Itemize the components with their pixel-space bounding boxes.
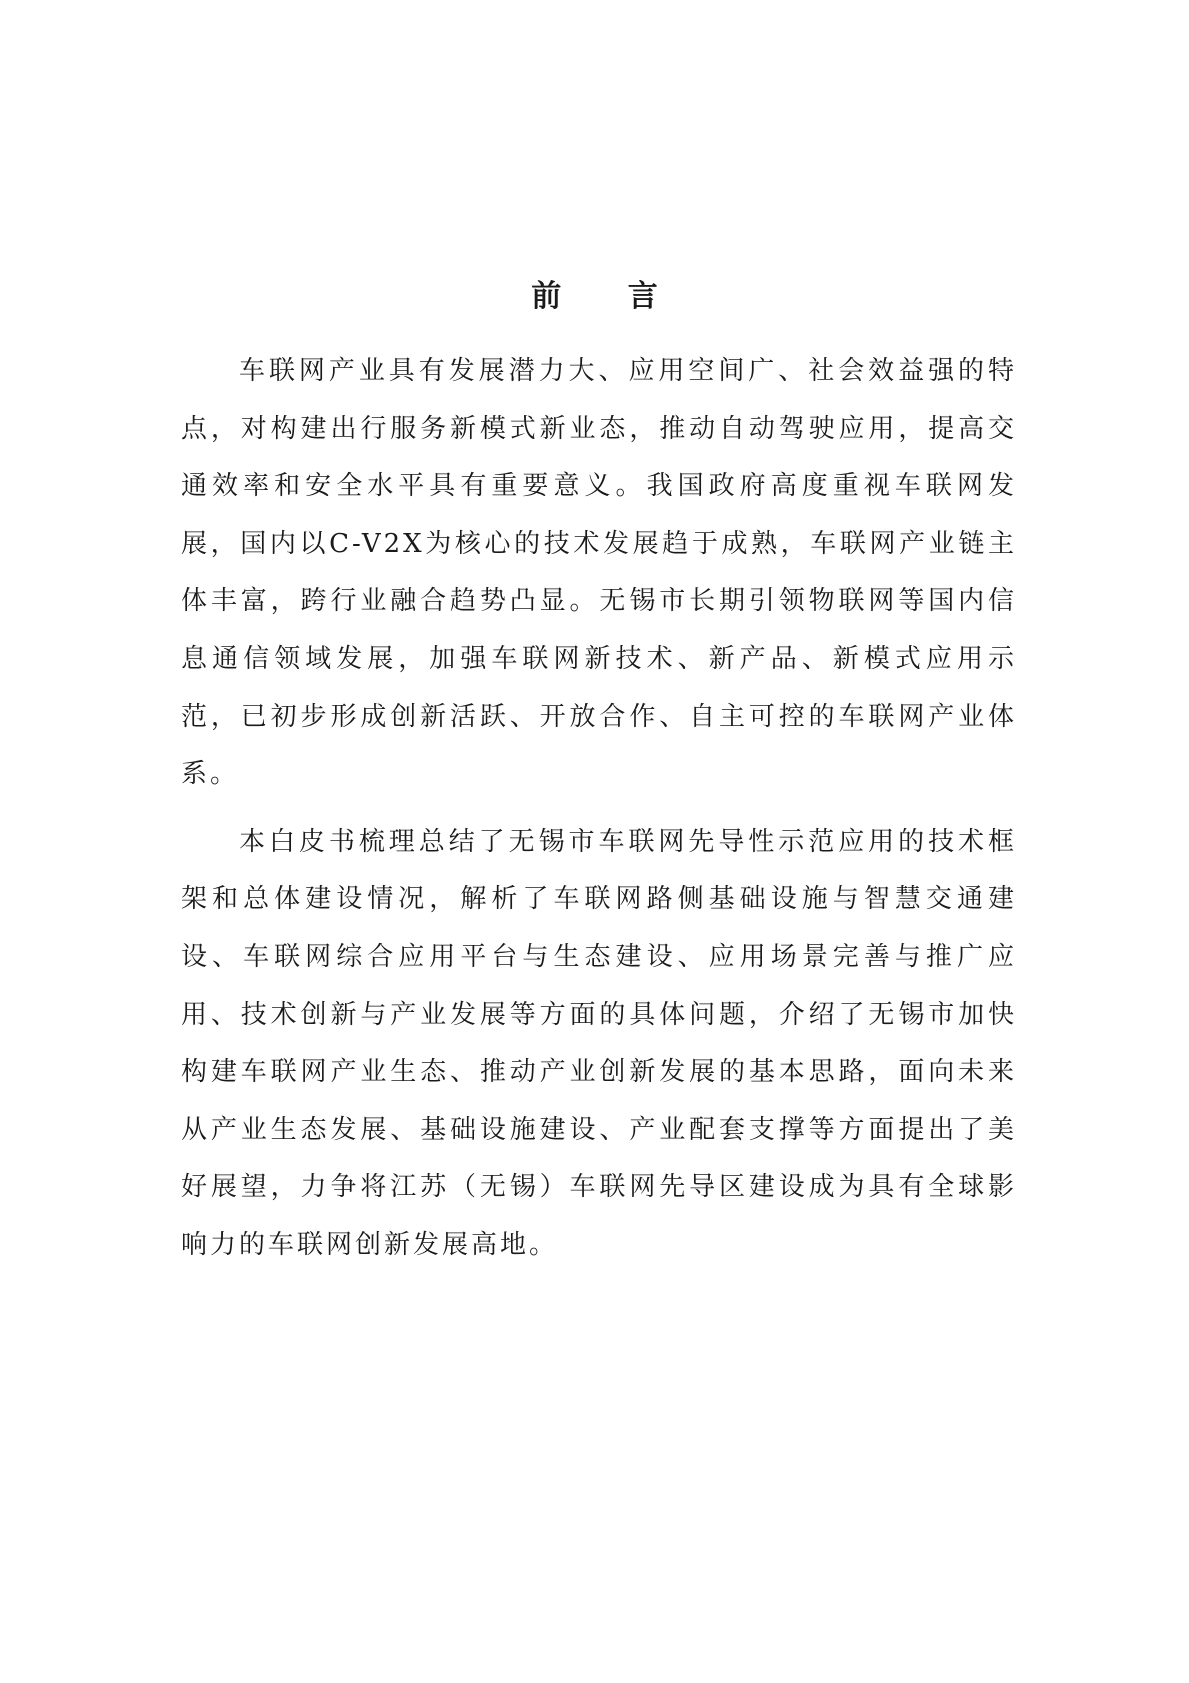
paragraph-intro: 车联网产业具有发展潜力大、应用空间广、社会效益强的特点，对构建出行服务新模式新业态，推动自动驾驶应用，提高交通效率和安全水平具有重要意义。我国政府高度重视车联网发展，国内以C-V2X为核心的技术发展趋于成熟，车联网产业链主体丰富，跨行业融合趋势凸显。无锡市长期引领物联网等国内信息通信领域发展，加强车联网新技术、新产品、新模式应用示范，已初步形成创新活跃、开放合作、自主可控的车联网产业体系。 — [181, 356, 1017, 790]
paragraph-summary: 本白皮书梳理总结了无锡市车联网先导性示范应用的技术框架和总体建设情况，解析了车联网路侧基础设施与智慧交通建设、车联网综合应用平台与生态建设、应用场景完善与推广应用、技术创新与产业发展等方面的具体问题，介绍了无锡市加快构建车联网产业生态、推动产业创新发展的基本思路，面向未来从产业生态发展、基础设施建设、产业配套支撑等方面提出了美好展望，力争将江苏（无锡）车联网先导区建设成为具有全球影响力的车联网创新发展高地。 — [181, 826, 1017, 1260]
page-title: 前 言 — [531, 279, 686, 314]
document-body — [181, 343, 1017, 1285]
